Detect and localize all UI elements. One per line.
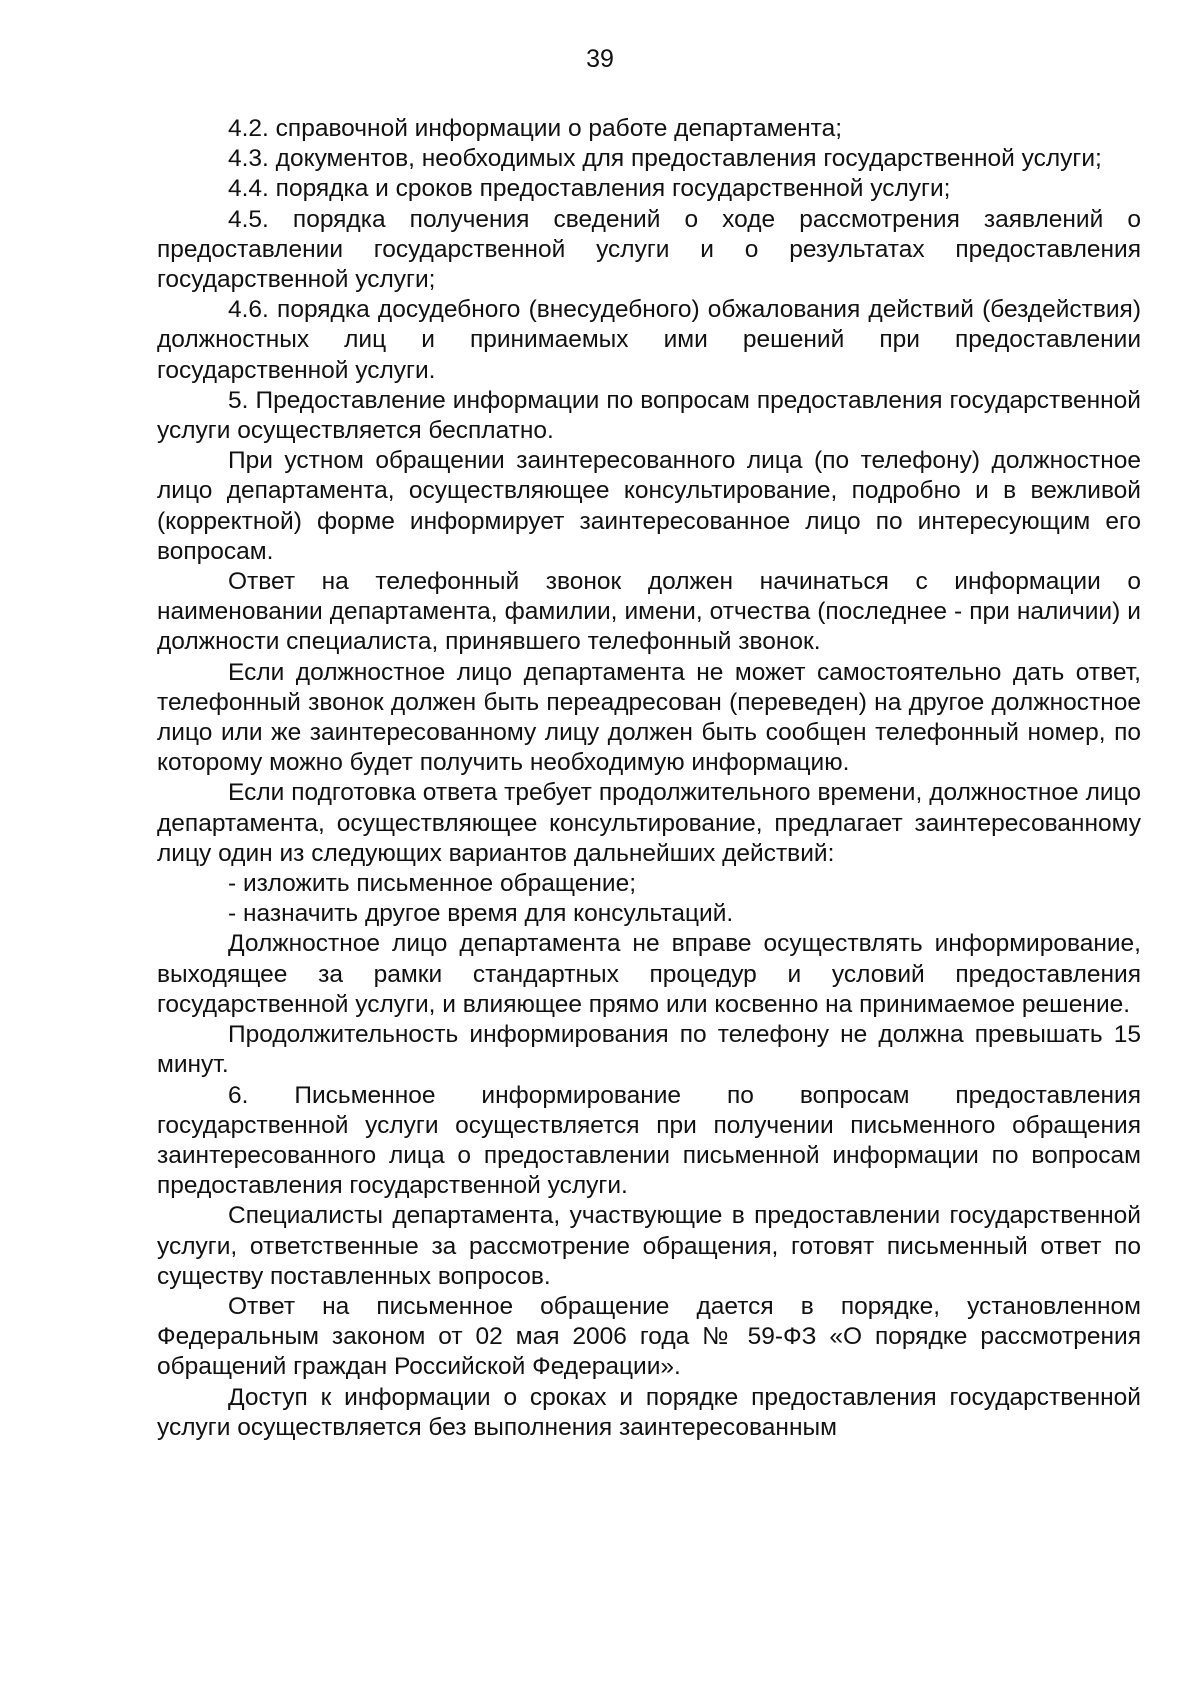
paragraph-phone-duration: Продолжительность информирования по телефону не должна превышать 15 минут. xyxy=(157,1021,1141,1079)
paragraph-4-2: 4.2. справочной информации о работе департамента; xyxy=(228,115,843,142)
paragraph-long-preparation: Если подготовка ответа требует продолжительного времени, должностное лицо департамента, осуществляющее консультирование, предлагает заинтересованному лицу один из следующих вариантов дальнейших действий: xyxy=(157,779,1141,867)
list-item-written-request: - изложить письменное обращение; xyxy=(228,870,637,898)
document-body xyxy=(157,114,1141,1443)
paragraph-access: Доступ к информации о сроках и порядке предоставления государственной услуги осуществляется без выполнения заинтересованным xyxy=(157,1383,1141,1441)
paragraph-4-5: 4.5. порядка получения сведений о ходе рассмотрения заявлений о предоставлении государственной услуги и о результатах предоставления государственной услуги; xyxy=(157,205,1141,294)
list-item-other-time: - назначить другое время для консультаций. xyxy=(228,900,734,928)
page-number: 39 xyxy=(586,45,614,73)
paragraph-5: 5. Предоставление информации по вопросам предоставления государственной услуги осуществляется бесплатно. xyxy=(157,386,1141,445)
paragraph-oral-inquiry: При устном обращении заинтересованного лица (по телефону) должностное лицо департамента, осуществляющее консультирование, подробно и в вежливой (корректной) форме информирует заинтересованное лицо по интересующим его вопросам. xyxy=(157,447,1141,565)
paragraph-4-4: 4.4. порядка и сроков предоставления государственной услуги; xyxy=(228,175,951,203)
paragraph-written-answer: Ответ на письменное обращение дается в порядке, установленном Федеральным законом от 02 мая 2006 года № 59-ФЗ «О порядке рассмотрения обращений граждан Российской Федерации». xyxy=(157,1292,1141,1381)
paragraph-specialists: Специалисты департамента, участвующие в предоставлении государственной услуги, ответственные за рассмотрение обращения, готовят письменный ответ по существу поставленных вопросов. xyxy=(157,1202,1141,1290)
paragraph-4-3: 4.3. документов, необходимых для предоставления государственной услуги; xyxy=(228,145,1102,173)
paragraph-official-limits: Должностное лицо департамента не вправе осуществлять информирование, выходящее за рамки стандартных процедур и условий предоставления государственной услуги, и влияющее прямо или косвенно на принимаемое решение. xyxy=(157,930,1141,1018)
paragraph-phone-answer: Ответ на телефонный звонок должен начинаться с информации о наименовании департамента, фамилии, имени, отчества (последнее - при наличии) и должности специалиста, принявшего телефонный звонок. xyxy=(157,568,1141,656)
paragraph-4-6: 4.6. порядка досудебного (внесудебного) обжалования действий (бездействия) должностных лиц и принимаемых ими решений при предоставлении государственной услуги. xyxy=(157,296,1141,384)
paragraph-call-redirect: Если должностное лицо департамента не может самостоятельно дать ответ, телефонный звонок должен быть переадресован (переведен) на другое должностное лицо или же заинтересованному лицу должен быть сообщен телефонный номер, по которому можно будет получить необходимую информацию. xyxy=(157,658,1141,777)
paragraph-6: 6. Письменное информирование по вопросам предоставления государственной услуги осуществляется при получении письменного обращения заинтересованного лица о предоставлении письменной информации по вопросам предоставления государственной услуги. xyxy=(157,1081,1141,1200)
